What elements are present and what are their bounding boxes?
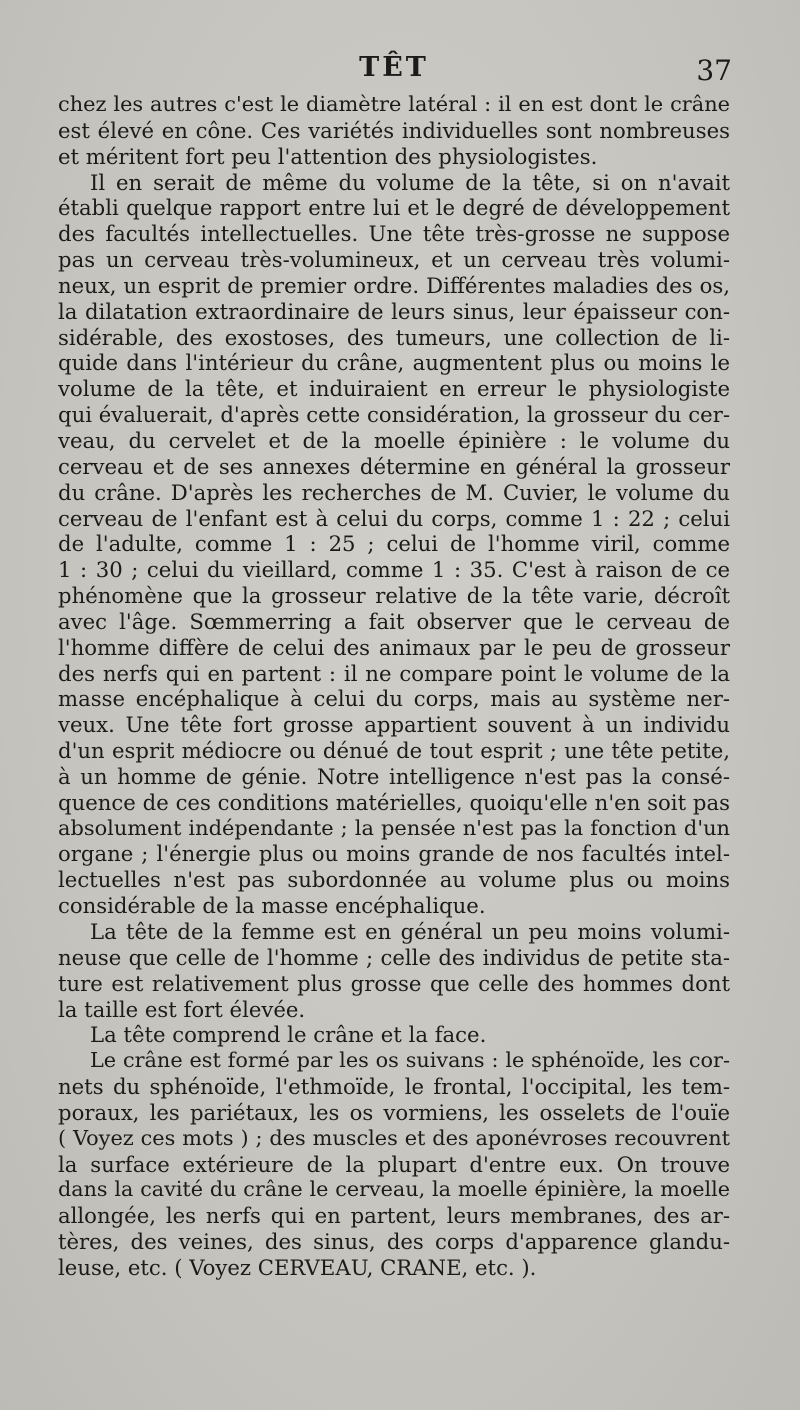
text-line: poraux, les pariétaux, les os vormiens, les osselets de l'ouïe [58,1099,730,1125]
text-line: veau, du cervelet et de la moelle épinière : le volume du [58,427,730,453]
text-line: lectuelles n'est pas subordonnée au volume plus ou moins [58,867,730,893]
text-line: dans la cavité du crâne le cerveau, la moelle épinière, la moelle [58,1177,730,1202]
text-line: et méritent fort peu l'attention des physiologistes. [58,143,598,169]
text-line: Il en serait de même du volume de la tête, si on n'avait [90,169,730,195]
body-text [58,92,730,1281]
page-number: 37 [696,54,732,87]
text-line: La tête de la femme est en général un peu moins volumi- [90,919,730,944]
text-line: leuse, etc. ( Voyez CERVEAU, CRANE, etc. ). [58,1254,537,1280]
text-line: sidérable, des exostoses, des tumeurs, une collection de li- [58,324,730,350]
text-line: volume de la tête, et induiraient en erreur le physiologiste [58,376,730,402]
text-line: quence de ces conditions matérielles, quoiqu'elle n'en soit pas [58,789,730,815]
text-line: d'un esprit médiocre ou dénué de tout esprit ; une tête petite, [58,738,730,764]
paragraph [58,1048,730,1281]
text-line: avec l'âge. Sœmmerring a fait observer que le cerveau de [58,608,730,634]
text-line: Le crâne est formé par les os suivans : le sphénoïde, les cor- [90,1048,730,1073]
text-line: absolument indépendante ; la pensée n'est pas la fonction d'un [58,815,730,840]
text-line: est élevé en cône. Ces variétés individuelles sont nombreuses [58,117,730,143]
text-line: veux. Une tête fort grosse appartient souvent à un individu [58,712,730,738]
text-line: considérable de la masse encéphalique. [58,893,486,919]
text-line: masse encéphalique à celui du corps, mais au système ner- [58,686,730,712]
text-line: qui évaluerait, d'après cette considération, la grosseur du cer- [58,402,730,428]
text-line: ( Voyez ces mots ) ; des muscles et des aponévroses recouvrent [58,1125,730,1150]
text-line: organe ; l'énergie plus ou moins grande de nos facultés intel- [58,841,730,867]
text-line: ture est relativement plus grosse que celle des hommes dont [58,970,730,996]
text-line: allongée, les nerfs qui en partent, leurs membranes, des ar- [58,1203,730,1229]
text-line: neuse que celle de l'homme ; celle des individus de petite sta- [58,944,730,970]
text-line: quide dans l'intérieur du crâne, augmentent plus ou moins le [58,350,730,376]
text-line: cerveau de l'enfant est à celui du corps, comme 1 : 22 ; celui [58,505,730,531]
text-line: la dilatation extraordinaire de leurs sinus, leur épaisseur con- [58,298,730,324]
text-line: à un homme de génie. Notre intelligence n'est pas la consé- [58,763,730,789]
paragraph [58,919,730,1022]
text-line: des facultés intellectuelles. Une tête très-grosse ne suppose [58,221,730,247]
text-line: chez les autres c'est le diamètre latéral : il en est dont le crâne [58,92,730,116]
text-line: phénomène que la grosseur relative de la tête varie, décroît [58,583,730,609]
text-line: neux, un esprit de premier ordre. Différentes maladies des os, [58,272,730,298]
book-page [58,52,730,1281]
paragraph [58,1022,730,1048]
text-line: l'homme diffère de celui des animaux par le peu de grosseur [58,634,730,660]
text-line: la taille est fort élevée. [58,996,306,1022]
text-line: tères, des veines, des sinus, des corps d'apparence glandu- [58,1229,730,1255]
text-line: 1 : 30 ; celui du vieillard, comme 1 : 35. C'est à raison de ce [58,557,730,583]
text-line: cerveau et de ses annexes détermine en général la grosseur [58,453,730,479]
text-line: du crâne. D'après les recherches de M. Cuvier, le volume du [58,479,730,505]
paragraph [58,92,730,170]
paragraph [58,170,730,919]
text-line: la surface extérieure de la plupart d'entre eux. On trouve [58,1151,730,1177]
text-line: des nerfs qui en partent : il ne compare point le volume de la [58,660,730,686]
text-line: de l'adulte, comme 1 : 25 ; celui de l'homme viril, comme [58,531,730,557]
text-line: pas un cerveau très-volumineux, et un cerveau très volumi- [58,247,730,273]
text-line: établi quelque rapport entre lui et le degré de développement [58,195,730,221]
text-line: nets du sphénoïde, l'ethmoïde, le frontal, l'occipital, les tem- [58,1074,730,1100]
page-header [58,52,730,92]
running-head: TÊT [359,52,429,83]
text-line: La tête comprend le crâne et la face. [90,1022,487,1048]
